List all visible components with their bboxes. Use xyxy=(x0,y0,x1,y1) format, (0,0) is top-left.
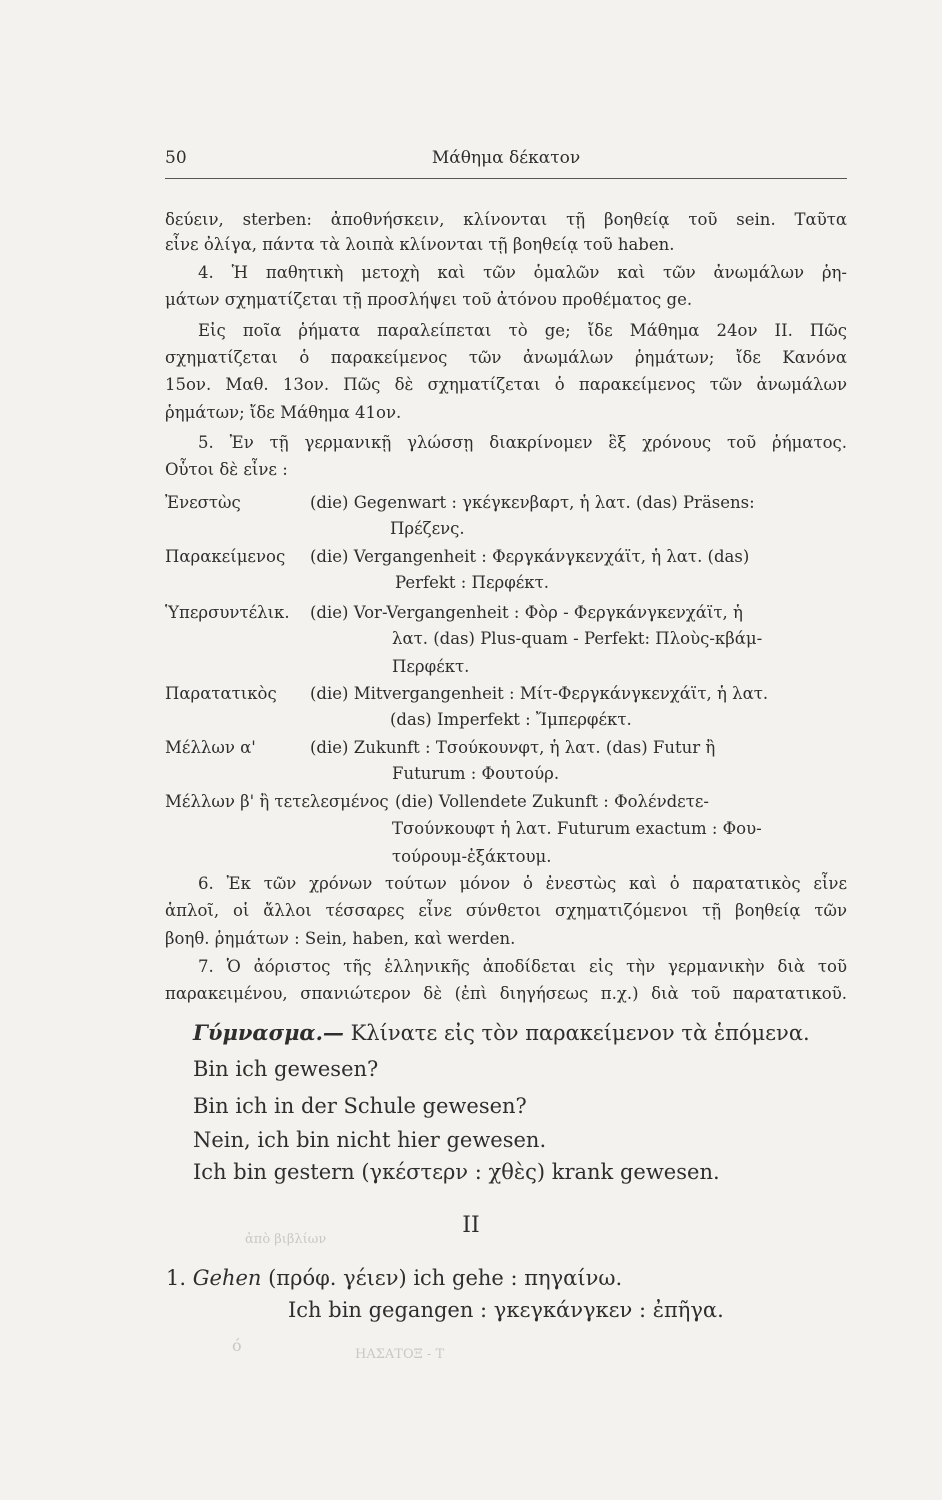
exercise-instruction: Κλίνατε εἰς τὸν παρακείμενον τὰ ἑπόμενα. xyxy=(350,1021,810,1045)
tense-definition: (die) Zukunft : Τσούκουνφτ, ἡ λατ. (das) Futur ἢ xyxy=(310,738,716,757)
tense-definition: τούρουμ-ἐξάκτουμ. xyxy=(392,847,552,866)
tense-definition: Πρέζενς. xyxy=(390,519,465,538)
text-line: 4. Ἡ παθητικὴ μετοχὴ καὶ τῶν ὁμαλῶν καὶ τῶν ἀνωμάλων ῥη- xyxy=(198,263,847,282)
tense-definition: (die) Gegenwart : γκέγκενβαρτ, ἡ λατ. (das) Präsens: xyxy=(310,493,755,512)
chapter-title: Μάθημα δέκατον xyxy=(431,148,581,168)
verb-pronunciation: (πρόφ. γέιεν) ich gehe : πηγαίνω. xyxy=(268,1266,623,1290)
text-line: 15ον. Μαθ. 13ον. Πῶς δὲ σχηματίζεται ὁ παρακείμενος τῶν ἀνωμάλων xyxy=(165,375,847,394)
verb-headword: Gehen xyxy=(192,1266,262,1290)
exercise-heading xyxy=(193,1019,810,1047)
tense-definition: Τσούνκουφτ ἡ λατ. Futurum exactum : Φου- xyxy=(392,819,762,838)
tense-term: Ὑπερσυντέλικ. xyxy=(165,603,290,622)
tense-definition: Futurum : Φουτούρ. xyxy=(392,764,560,783)
text-line: παρακειμένου, σπανιώτερον δὲ (ἐπὶ διηγήσεως π.χ.) διὰ τοῦ παρατατικοῦ. xyxy=(165,984,847,1003)
text-line: Εἰς ποῖα ῥήματα παραλείπεται τὸ ge; ἴδε Μάθημα 24ον ΙΙ. Πῶς xyxy=(198,321,847,340)
verb-entry-line xyxy=(166,1264,622,1292)
exercise-sentence: Bin ich gewesen? xyxy=(193,1057,379,1081)
section-numeral: II xyxy=(462,1213,480,1238)
text-line: 7. Ὁ ἀόριστος τῆς ἑλληνικῆς ἀποδίδεται εἰς τὴν γερμανικὴν διὰ τοῦ xyxy=(198,957,847,976)
text-line: 6. Ἐκ τῶν χρόνων τούτων μόνον ὁ ἐνεστὼς καὶ ὁ παρατατικὸς εἶνε xyxy=(198,874,847,893)
text-line: σχηματίζεται ὁ παρακείμενος τῶν ἀνωμάλων ῥημάτων; ἴδε Κανόνα xyxy=(165,348,847,367)
text-line: ἁπλοῖ, οἱ ἄλλοι τέσσαρες εἶνε σύνθετοι σχηματιζόμενοι τῇ βοηθείᾳ τῶν xyxy=(165,901,847,920)
tense-definition: (die) Vollendete Zukunft : Φολένdετε- xyxy=(395,792,709,811)
tense-term: Ἐνεστὼς xyxy=(165,493,241,512)
tense-term: Παρακείμενος xyxy=(165,547,286,566)
text-line: ῥημάτων; ἴδε Μάθημα 41ον. xyxy=(165,403,402,422)
bleed-through-text: ό xyxy=(232,1336,242,1355)
tense-definition: (die) Mitvergangenheit : Μίτ-Φεργκάνγκενχάϊτ, ἡ λατ. xyxy=(310,684,769,703)
text-line: δεύειν, sterben: ἀποθνήσκειν, κλίνονται τῇ βοηθείᾳ τοῦ sein. Ταῦτα xyxy=(165,210,847,229)
header-rule xyxy=(165,178,847,179)
tense-definition: Perfekt : Περφέκτ. xyxy=(395,573,549,592)
bleed-through-text: ΗΑΣΑΤΟΞ - Τ xyxy=(355,1347,445,1362)
exercise-sentence: Bin ich in der Schule gewesen? xyxy=(193,1094,527,1118)
tense-definition: Περφέκτ. xyxy=(392,657,470,676)
running-header xyxy=(165,148,847,172)
verb-entry-line: Ich bin gegangen : γκεγκάνγκεν : ἐπῆγα. xyxy=(288,1298,724,1322)
bleed-through-text: ἀπὸ βιβλίων xyxy=(245,1232,327,1247)
tense-definition: (das) Imperfekt : Ἴμπερφέκτ. xyxy=(390,710,632,729)
text-line: 5. Ἐν τῇ γερμανικῇ γλώσσῃ διακρίνομεν ἓξ χρόνους τοῦ ῥήματος. xyxy=(198,433,847,452)
exercise-label: Γύμνασμα.— xyxy=(193,1020,344,1045)
text-line: βοηθ. ῥημάτων : Sein, haben, καὶ werden. xyxy=(165,929,516,948)
exercise-sentence: Ich bin gestern (γκέστερν : χθὲς) krank gewesen. xyxy=(193,1160,720,1184)
tense-term: Μέλλων α' xyxy=(165,738,256,757)
tense-term: Παρατατικὸς xyxy=(165,684,277,703)
item-number: 1. xyxy=(166,1266,187,1290)
exercise-sentence: Nein, ich bin nicht hier gewesen. xyxy=(193,1128,547,1152)
text-line: μάτων σχηματίζεται τῇ προσλήψει τοῦ ἀτόνου προθέματος ge. xyxy=(165,290,693,309)
page-number: 50 xyxy=(165,148,187,168)
text-line: εἶνε ὀλίγα, πάντα τὰ λοιπὰ κλίνονται τῇ βοηθείᾳ τοῦ haben. xyxy=(165,235,675,254)
tense-definition: (die) Vergangenheit : Φεργκάνγκενχάϊτ, ἡ λατ. (das) xyxy=(310,547,750,566)
tense-term: Μέλλων β' ἢ τετελεσμένος xyxy=(165,792,389,811)
tense-definition: λατ. (das) Plus-quam - Perfekt: Πλοὺς-κβάμ- xyxy=(392,629,763,648)
tense-definition: (die) Vor-Vergangenheit : Φὸρ - Φεργκάνγκενχάϊτ, ἡ xyxy=(310,603,743,622)
text-line: Οὗτοι δὲ εἶνε : xyxy=(165,460,288,479)
